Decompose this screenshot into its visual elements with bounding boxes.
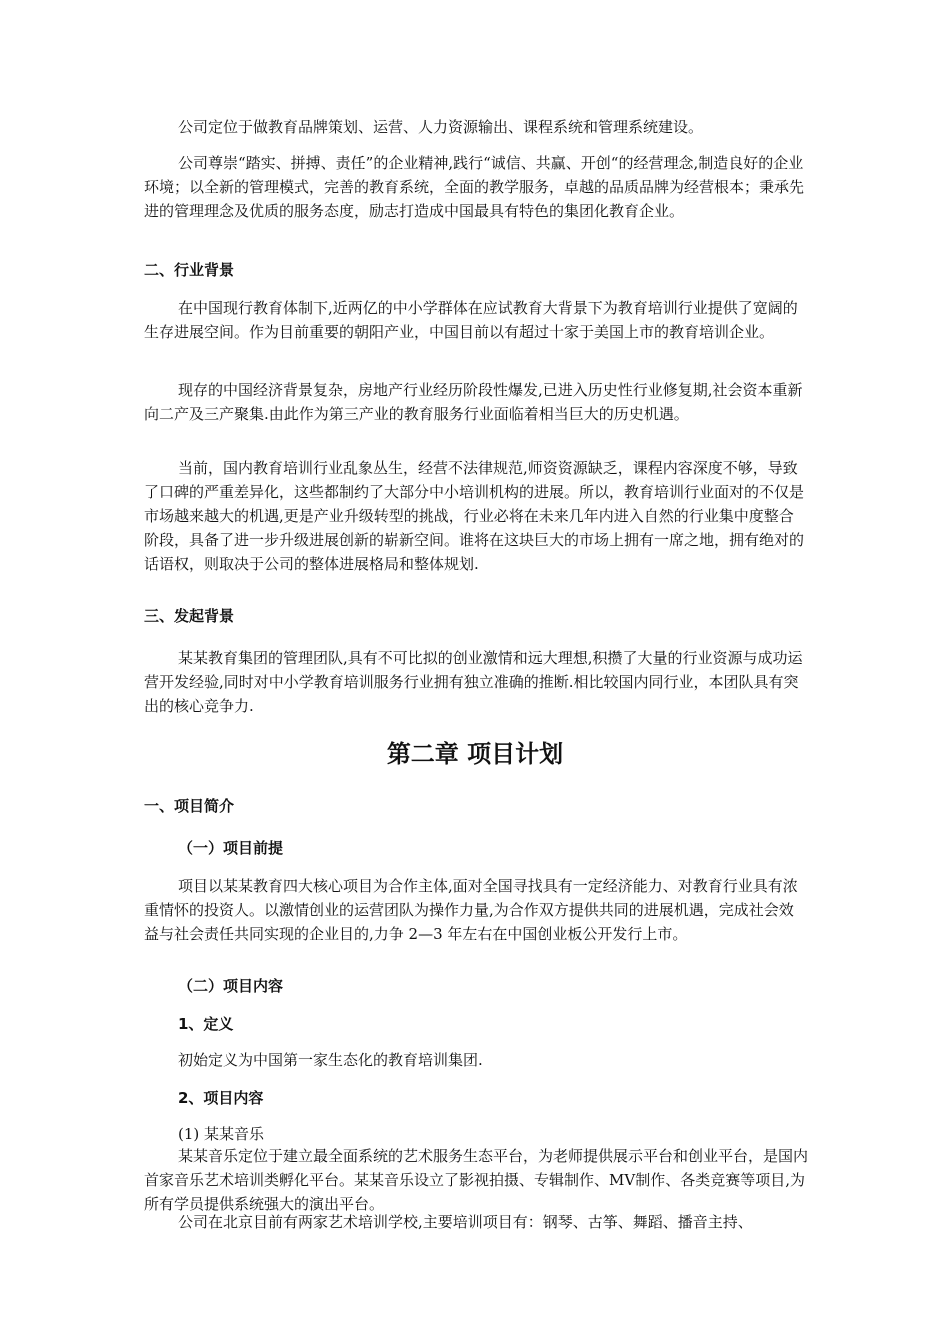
heading-project-intro: 一、项目简介 bbox=[144, 797, 235, 815]
chapter-title: 第二章 项目计划 bbox=[386, 740, 564, 768]
heading-definition: 1、定义 bbox=[178, 1015, 234, 1033]
heading-industry-background: 二、行业背景 bbox=[144, 261, 235, 279]
heading-project-content-2: 2、项目内容 bbox=[178, 1089, 264, 1107]
heading-project-premise: （一）项目前提 bbox=[178, 839, 284, 857]
paragraph-music: 某某音乐定位于建立最全面系统的艺术服务生态平台，为老师提供展示平台和创业平台，是国内首家音乐艺术培训类孵化平台。某某音乐设立了影视拍摄、专辑制作、MV制作、各类竞赛等项目,为所有学员提供系统强大的演出平台。 bbox=[144, 1147, 809, 1213]
heading-origin-background: 三、发起背景 bbox=[144, 607, 235, 625]
paragraph-origin: 某某教育集团的管理团队,具有不可比拟的创业激情和远大理想,积攒了大量的行业资源与成功运营开发经验,同时对中小学教育培训服务行业拥有独立准确的推断.相比较国内同行业，本团队具有突出的核心竞争力. bbox=[144, 649, 803, 715]
heading-project-content: （二）项目内容 bbox=[178, 977, 284, 995]
paragraph-schools: 公司在北京目前有两家艺术培训学校,主要培训项目有：钢琴、古筝、舞蹈、播音主持、 bbox=[178, 1213, 753, 1231]
paragraph-positioning: 公司定位于做教育品牌策划、运营、人力资源输出、课程系统和管理系统建设。 bbox=[178, 118, 704, 136]
paragraph-spirit: 公司尊崇“踏实、拼搏、责任”的企业精神,践行“诚信、共赢、开创“的经营理念,制造良好的企业环境；以全新的管理模式，完善的教育系统，全面的教学服务，卓越的品质品牌为经营根本；秉承先进的管理理念及优质的服务态度，励志打造成中国最具有特色的集团化教育企业。 bbox=[144, 154, 805, 220]
subheading-music: (1) 某某音乐 bbox=[178, 1125, 265, 1143]
paragraph-industry-3: 当前，国内教育培训行业乱象丛生，经营不法律规范,师资资源缺乏，课程内容深度不够，导致了口碑的严重差异化，这些都制约了大部分中小培训机构的进展。所以，教育培训行业面对的不仅是市场越来越大的机遇,更是产业升级转型的挑战，行业必将在未来几年内进入自然的行业集中度整合阶段，具备了进一步升级进展创新的崭新空间。谁将在这块巨大的市场上拥有一席之地，拥有绝对的话语权，则取决于公司的整体进展格局和整体规划. bbox=[144, 459, 805, 573]
paragraph-industry-2: 现存的中国经济背景复杂，房地产行业经历阶段性爆发,已进入历史性行业修复期,社会资本重新向二产及三产聚集.由此作为第三产业的教育服务行业面临着相当巨大的历史机遇。 bbox=[144, 381, 803, 423]
paragraph-industry-1: 在中国现行教育体制下,近两亿的中小学群体在应试教育大背景下为教育培训行业提供了宽阔的生存进展空间。作为目前重要的朝阳产业，中国目前以有超过十家于美国上市的教育培训企业。 bbox=[144, 299, 798, 341]
paragraph-project-premise: 项目以某某教育四大核心项目为合作主体,面对全国寻找具有一定经济能力、对教育行业具有浓重情怀的投资人。以激情创业的运营团队为操作力量,为合作双方提供共同的进展机遇，完成社会效益与社会责任共同实现的企业目的,力争 2—3 年左右在中国创业板公开发行上市。 bbox=[144, 877, 798, 943]
paragraph-definition: 初始定义为中国第一家生态化的教育培训集团. bbox=[178, 1051, 483, 1069]
